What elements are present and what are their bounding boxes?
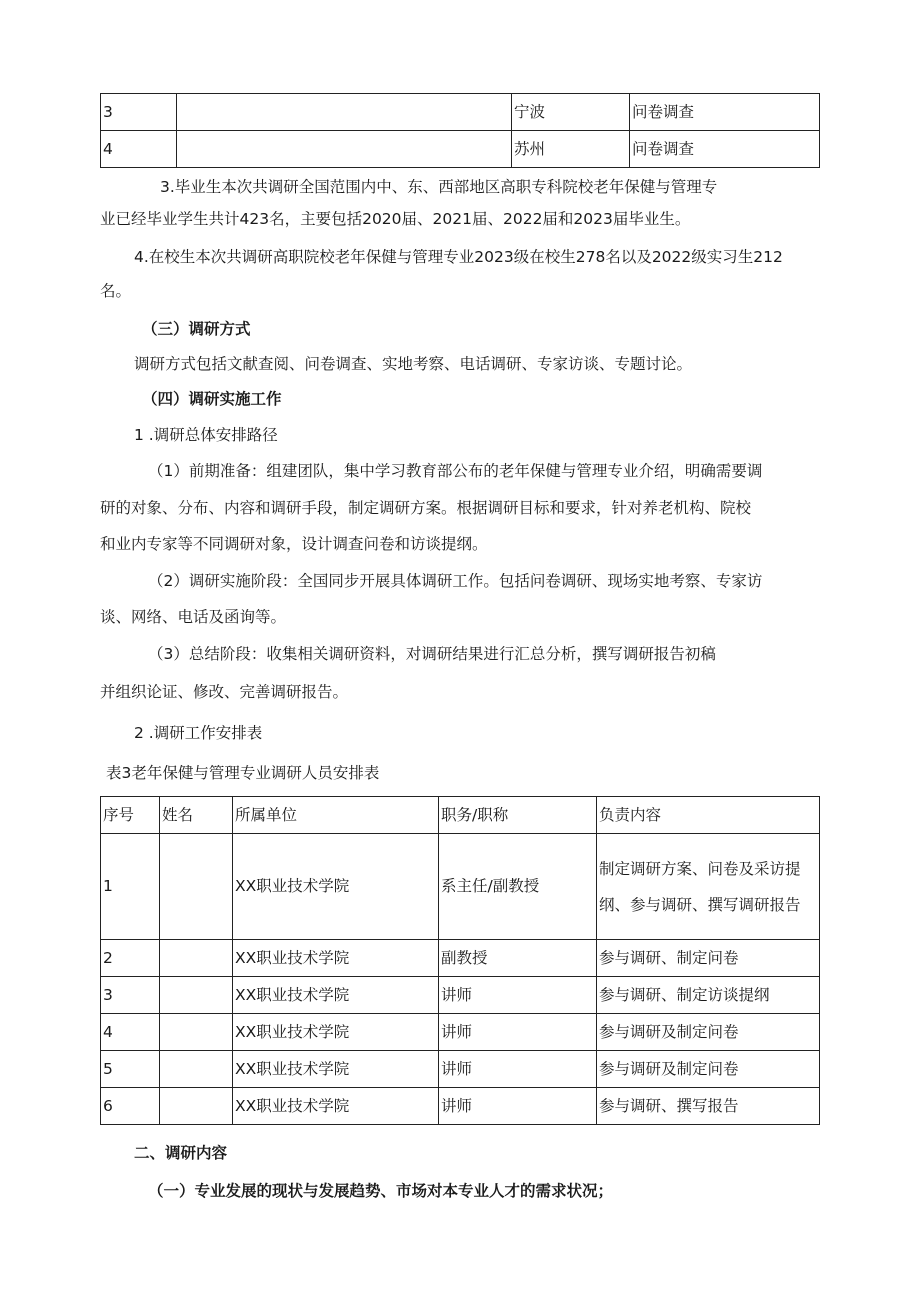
- table-row: [101, 977, 820, 1014]
- cell-unit: XX职业技术学院: [233, 1051, 439, 1088]
- summary-line2: 并组织论证、修改、完善调研报告。: [100, 683, 349, 701]
- staff-table: [100, 796, 820, 1125]
- header-unit: 所属单位: [233, 797, 439, 834]
- table-header-row: [101, 797, 820, 834]
- cell-title: 副教授: [439, 940, 597, 977]
- method-text: 调研方式包括文献查阅、问卷调查、实地考察、电话调研、专家访谈、专题讨论。: [134, 355, 693, 373]
- cell-name: [160, 1051, 233, 1088]
- cell-no: 3: [101, 94, 177, 131]
- cell-no: 6: [101, 1088, 160, 1125]
- cell-method: 问卷调查: [630, 131, 820, 168]
- cell-no: 4: [101, 131, 177, 168]
- cell-no: 2: [101, 940, 160, 977]
- survey-locations-table: [100, 93, 820, 168]
- students-paragraph-line1: 4.在校生本次共调研高职院校老年保健与管理专业2023级在校生278名以及2022级实习生212: [134, 248, 783, 266]
- cell-title: 讲师: [439, 1088, 597, 1125]
- cell-unit: XX职业技术学院: [233, 834, 439, 940]
- exec-line1: （2）调研实施阶段：全国同步开展具体调研工作。包括问卷调研、现场实地考察、专家访: [148, 572, 763, 590]
- header-no: 序号: [101, 797, 160, 834]
- prep-line3: 和业内专家等不同调研对象，设计调查问卷和访谈提纲。: [100, 535, 488, 553]
- cell-name: [160, 1088, 233, 1125]
- table-row: [101, 834, 820, 940]
- header-duty: 负责内容: [597, 797, 820, 834]
- cell-name: [160, 977, 233, 1014]
- header-title: 职务/职称: [439, 797, 597, 834]
- cell-blank: [177, 94, 512, 131]
- heading-method: （三）调研方式: [142, 320, 251, 338]
- prep-line2: 研的对象、分布、内容和调研手段，制定调研方案。根据调研目标和要求，针对养老机构、院校: [100, 499, 752, 517]
- graduates-paragraph-line1: 3.毕业生本次共调研全国范围内中、东、西部地区高职专科院校老年保健与管理专: [160, 178, 718, 196]
- cell-no: 1: [101, 834, 160, 940]
- subheading-path: 1 .调研总体安排路径: [134, 426, 278, 444]
- cell-unit: XX职业技术学院: [233, 977, 439, 1014]
- table-row: [101, 1088, 820, 1125]
- cell-unit: XX职业技术学院: [233, 1014, 439, 1051]
- cell-name: [160, 940, 233, 977]
- cell-duty: 制定调研方案、问卷及采访提纲、参与调研、撰写调研报告: [597, 834, 820, 940]
- cell-unit: XX职业技术学院: [233, 940, 439, 977]
- graduates-paragraph-line2: 业已经毕业学生共计423名，主要包括2020届、2021届、2022届和2023届毕业生。: [100, 210, 691, 228]
- cell-name: [160, 1014, 233, 1051]
- header-name: 姓名: [160, 797, 233, 834]
- table-row: [101, 940, 820, 977]
- heading-content-1: （一）专业发展的现状与发展趋势、市场对本专业人才的需求状况；: [148, 1182, 614, 1200]
- cell-unit: XX职业技术学院: [233, 1088, 439, 1125]
- cell-duty: 参与调研、撰写报告: [597, 1088, 820, 1125]
- subheading-schedule: 2 .调研工作安排表: [134, 724, 263, 742]
- heading-implementation: （四）调研实施工作: [142, 390, 282, 408]
- students-paragraph-line2: 名。: [100, 282, 132, 300]
- cell-name: [160, 834, 233, 940]
- cell-city: 宁波: [512, 94, 630, 131]
- cell-duty: 参与调研及制定问卷: [597, 1014, 820, 1051]
- summary-line1: （3）总结阶段：收集相关调研资料，对调研结果进行汇总分析，撰写调研报告初稿: [148, 645, 716, 663]
- cell-no: 5: [101, 1051, 160, 1088]
- cell-no: 4: [101, 1014, 160, 1051]
- heading-research-content: 二、调研内容: [134, 1144, 228, 1162]
- cell-duty: 参与调研及制定问卷: [597, 1051, 820, 1088]
- prep-line1: （1）前期准备：组建团队，集中学习教育部公布的老年保健与管理专业介绍，明确需要调: [148, 462, 763, 480]
- cell-duty: 参与调研、制定问卷: [597, 940, 820, 977]
- table-row: [101, 1014, 820, 1051]
- cell-title: 讲师: [439, 1014, 597, 1051]
- table-caption: 表3老年保健与管理专业调研人员安排表: [106, 764, 380, 782]
- cell-duty: 参与调研、制定访谈提纲: [597, 977, 820, 1014]
- cell-no: 3: [101, 977, 160, 1014]
- cell-city: 苏州: [512, 131, 630, 168]
- cell-blank: [177, 131, 512, 168]
- cell-title: 讲师: [439, 1051, 597, 1088]
- cell-title: 系主任/副教授: [439, 834, 597, 940]
- exec-line2: 谈、网络、电话及函询等。: [100, 608, 287, 626]
- table-row: [101, 94, 820, 131]
- cell-method: 问卷调查: [630, 94, 820, 131]
- cell-title: 讲师: [439, 977, 597, 1014]
- table-row: [101, 131, 820, 168]
- table-row: [101, 1051, 820, 1088]
